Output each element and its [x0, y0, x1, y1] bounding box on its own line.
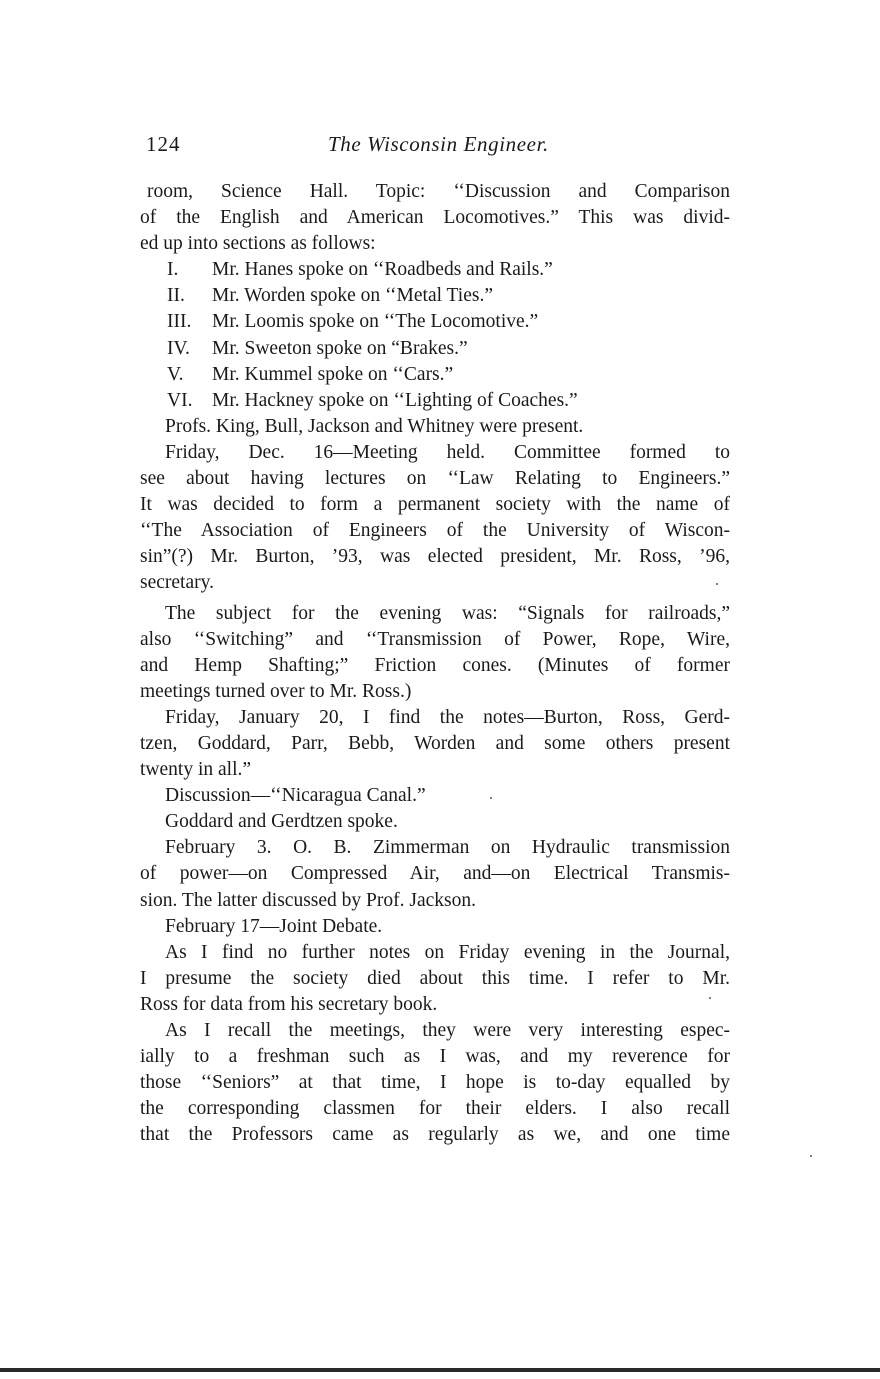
paragraph-no-notes	[140, 940, 730, 1018]
paragraph-feb-3	[140, 835, 730, 913]
paragraph-feb-17: February 17—Joint Debate.	[165, 915, 383, 937]
text-line: ed up into sections as follows:	[140, 233, 376, 255]
text-line: meetings turned over to Mr. Ross.)	[140, 680, 412, 702]
text-line: and Hemp Shafting;” Friction cones. (Minutes of former	[140, 654, 730, 676]
list-item	[140, 257, 730, 283]
body-text	[140, 179, 730, 1148]
list-item-text: Mr. Worden spoke on ‘‘Metal Ties.”	[212, 285, 493, 307]
text-line: The subject for the evening was: “Signals for railroads,”	[165, 602, 730, 624]
paragraph-subject	[140, 601, 730, 705]
text-line: As I recall the meetings, they were very interesting espec-	[165, 1020, 730, 1041]
text-line: Ross for data from his secretary book.	[140, 993, 438, 1015]
running-header	[146, 132, 730, 162]
page-number: 124	[146, 132, 181, 156]
text-line: Friday, January 20, I find the notes—Burton, Ross, Gerd-	[165, 706, 730, 728]
text-line: twenty in all.”	[140, 759, 252, 781]
list-numeral: I.	[167, 259, 179, 281]
text-line: secretary.	[140, 572, 214, 594]
list-numeral: IV.	[167, 337, 190, 359]
text-line: tzen, Goddard, Parr, Bebb, Worden and some others present	[140, 732, 730, 754]
list-numeral: VI.	[167, 389, 193, 411]
paper-speck	[810, 1155, 812, 1157]
paragraph-goddard: Goddard and Gerdtzen spoke.	[165, 811, 398, 833]
text-line: those ‘‘Seniors” at that time, I hope is to-day equalled by	[140, 1072, 730, 1094]
paper-speck	[490, 797, 492, 799]
speaker-list	[140, 257, 730, 414]
text-line: of power—on Compressed Air, and—on Electrical Transmis-	[140, 863, 730, 885]
text-line: see about having lectures on ‘‘Law Relating to Engineers.”	[140, 468, 730, 490]
text-line: I presume the society died about this time. I refer to Mr.	[140, 967, 730, 989]
text-line: ‘‘The Association of Engineers of the University of Wiscon-	[140, 520, 730, 542]
paragraph-discussion: Discussion—‘‘Nicaragua Canal.”	[165, 785, 426, 807]
text-line: room, Science Hall. Topic: ‘‘Discussion and Comparison	[147, 181, 730, 202]
text-line: As I find no further notes on Friday evening in the Journal,	[165, 941, 730, 963]
paragraph-jan-20	[140, 705, 730, 783]
text-line: Friday, Dec. 16—Meeting held. Committee formed to	[165, 441, 730, 463]
list-numeral: II.	[167, 285, 185, 307]
list-item	[140, 336, 730, 362]
text-line: also ‘‘Switching” and ‘‘Transmission of Power, Rope, Wire,	[140, 628, 730, 650]
paragraph-profs: Profs. King, Bull, Jackson and Whitney were present.	[165, 415, 584, 437]
paragraph-recall	[140, 1018, 730, 1148]
list-numeral: III.	[167, 311, 192, 333]
text-line: that the Professors came as regularly as we, and one time	[140, 1124, 730, 1146]
text-line: sion. The latter discussed by Prof. Jackson.	[140, 889, 476, 911]
paper-speck	[716, 583, 718, 585]
paragraph-topic	[140, 179, 730, 257]
paragraph-dec-16	[140, 440, 730, 597]
text-line: ially to a freshman such as I was, and my reverence for	[140, 1046, 730, 1068]
list-item-text: Mr. Kummel spoke on ‘‘Cars.”	[212, 363, 454, 385]
paper-speck	[709, 997, 711, 999]
text-line: sin”(?) Mr. Burton, ’93, was elected president, Mr. Ross, ’96,	[140, 546, 730, 568]
list-item	[140, 388, 730, 414]
list-item-text: Mr. Loomis spoke on ‘‘The Locomotive.”	[212, 311, 539, 333]
text-line: of the English and American Locomotives.” This was divid-	[140, 207, 730, 229]
running-title: The Wisconsin Engineer.	[328, 132, 549, 156]
list-numeral: V.	[167, 363, 184, 385]
list-item-text: Mr. Sweeton spoke on “Brakes.”	[212, 337, 468, 359]
page-bottom-edge	[0, 1368, 880, 1372]
list-item	[140, 309, 730, 335]
list-item-text: Mr. Hanes spoke on ‘‘Roadbeds and Rails.”	[212, 259, 553, 281]
text-line: It was decided to form a permanent society with the name of	[140, 494, 730, 516]
list-item	[140, 362, 730, 388]
text-line: February 3. O. B. Zimmerman on Hydraulic transmission	[165, 837, 730, 859]
list-item-text: Mr. Hackney spoke on ‘‘Lighting of Coaches.”	[212, 389, 578, 411]
text-line: the corresponding classmen for their elders. I also recall	[140, 1098, 730, 1120]
list-item	[140, 283, 730, 309]
